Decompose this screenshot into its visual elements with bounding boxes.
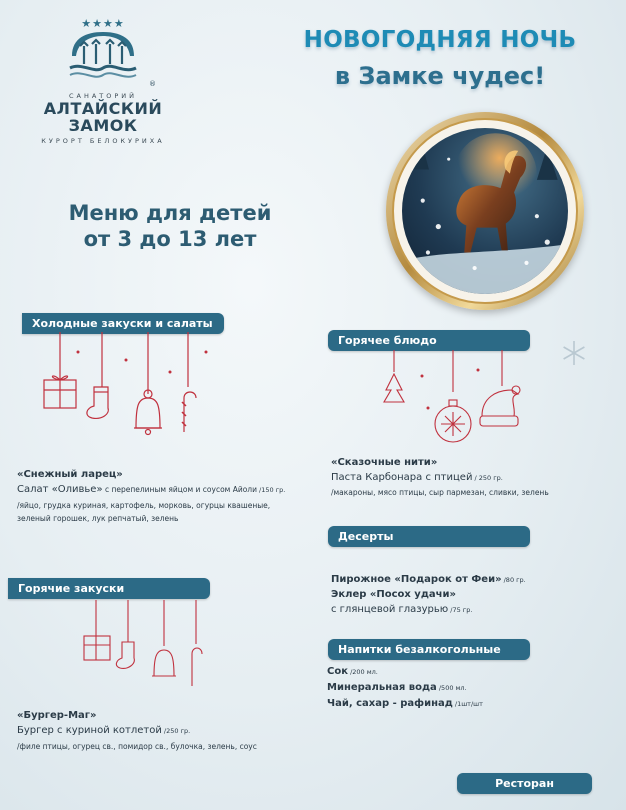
- logo-name-line1: АЛТАЙСКИЙ: [43, 99, 163, 118]
- hot-dish-ornaments: [378, 350, 528, 450]
- stocking-ornament-icon: [116, 642, 134, 668]
- hot-snacks-item-dish: Бургер с куриной котлетой /250 гр.: [17, 725, 191, 736]
- christmas-tree-ornament-icon: [384, 374, 404, 402]
- cold-ornaments: [38, 332, 218, 442]
- section-drinks-header: Напитки безалкогольные: [328, 639, 530, 660]
- candy-cane-ornament-icon: [182, 392, 196, 432]
- page-title: НОВОГОДНЯЯ НОЧЬ: [303, 27, 577, 53]
- logo-resort-label: КУРОРТ БЕЛОКУРИХА: [41, 137, 165, 145]
- hot-snacks-item-ingredients: /филе птицы, огурец св., помидор св., булочка, зелень, соус: [17, 742, 257, 751]
- section-desserts-header: Десерты: [328, 526, 530, 547]
- hat-ornament-icon: [480, 386, 520, 426]
- section-hot-snacks-header: Горячие закуски: [8, 578, 210, 599]
- dessert-item-1: Пирожное «Подарок от Феи» /80 гр.: [331, 574, 526, 585]
- page-subtitle: в Замке чудес!: [334, 62, 546, 90]
- drink-item-3: Чай, сахар - рафинад /1шт/шт: [327, 698, 483, 709]
- cold-item-name: «Снежный ларец»: [17, 469, 123, 480]
- hot-dish-item-dish: Паста Карбонара с птицей / 250 гр.: [331, 472, 503, 483]
- cold-item-ingredients-2: зеленый горошек, лук репчатый, зелень: [17, 514, 179, 523]
- footer-restaurant-label: Ресторан: [457, 773, 592, 794]
- horse-medallion: [386, 112, 584, 310]
- bell-ornament-icon: [134, 390, 162, 435]
- dessert-item-2-desc: с глянцевой глазурью /75 гр.: [331, 604, 473, 615]
- logo-emblem-icon: [66, 30, 140, 82]
- gift-ornament-icon: [44, 376, 76, 408]
- logo-registered: ®: [149, 80, 156, 88]
- sanatorium-logo: [28, 18, 178, 158]
- stocking-ornament-icon: [87, 387, 108, 418]
- horse-illustration: [402, 128, 568, 294]
- gift-ornament-icon: [84, 636, 110, 660]
- section-hot-dish-header: Горячее блюдо: [328, 330, 530, 351]
- hot-snacks-item-name: «Бургер-Маг»: [17, 710, 97, 721]
- snowflake-icon: [561, 340, 587, 366]
- drink-item-2: Минеральная вода /500 мл.: [327, 682, 467, 693]
- cold-item-ingredients-1: /яйцо, грудка куриная, картофель, морковь, огурцы квашеные,: [17, 501, 271, 510]
- logo-sanatorium-label: САНАТОРИЙ: [68, 92, 138, 100]
- menu-heading-line2: от 3 до 13 лет: [83, 227, 257, 251]
- hot-dish-item-name: «Сказочные нити»: [331, 457, 438, 468]
- ball-ornament-icon: [435, 400, 471, 442]
- logo-name-line2: ЗАМОК: [68, 116, 138, 135]
- drink-item-1: Сок /200 мл.: [327, 666, 378, 677]
- bell-ornament-icon: [152, 650, 176, 676]
- dessert-item-2: Эклер «Посох удачи»: [331, 589, 456, 600]
- hot-snacks-ornaments: [78, 600, 218, 690]
- candy-cane-ornament-icon: [192, 648, 202, 686]
- section-cold-header: Холодные закуски и салаты: [22, 313, 224, 334]
- menu-heading-line1: Меню для детей: [68, 201, 272, 225]
- cold-item-dish: Салат «Оливье» с перепелиным яйцом и соусом Айоли /150 гр.: [17, 484, 286, 495]
- hot-dish-item-ingredients: /макароны, мясо птицы, сыр пармезан, сливки, зелень: [331, 488, 549, 497]
- logo-stars: ★★★★: [81, 17, 125, 30]
